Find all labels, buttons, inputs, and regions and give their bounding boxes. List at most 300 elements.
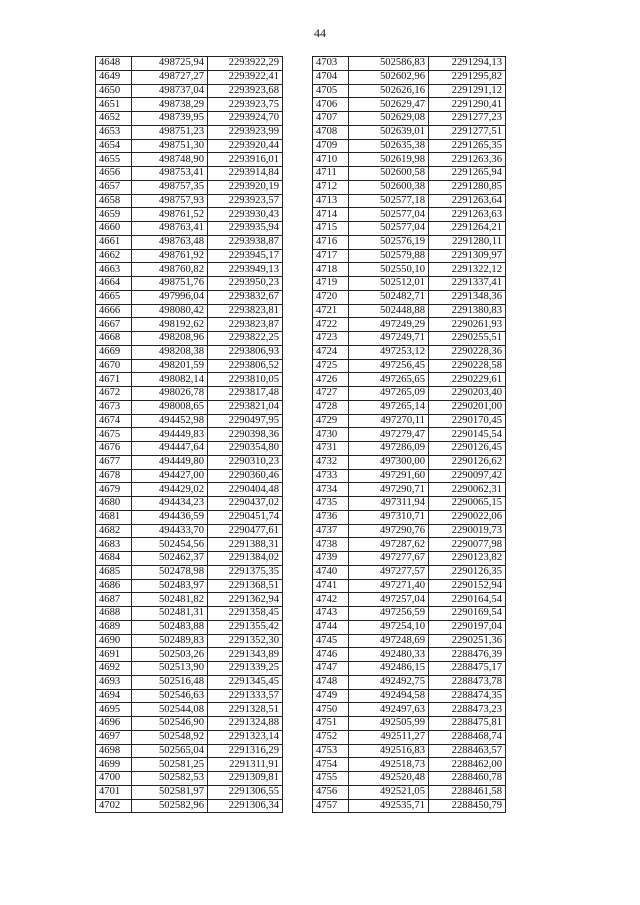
point-number-cell: 4714	[313, 208, 349, 222]
table-row	[313, 318, 506, 332]
table-row	[313, 290, 506, 304]
x-coordinate-cell: 502629,08	[349, 112, 429, 126]
table-row	[96, 318, 283, 332]
point-number-cell: 4727	[313, 387, 349, 401]
x-coordinate-cell: 492505,99	[349, 717, 429, 731]
table-row	[313, 194, 506, 208]
x-coordinate-cell: 502483,88	[132, 620, 208, 634]
point-number-cell: 4667	[96, 318, 132, 332]
y-coordinate-cell: 2293945,17	[208, 249, 283, 263]
table-row	[96, 112, 283, 126]
y-coordinate-cell: 2290228,58	[429, 359, 506, 373]
table-row	[96, 634, 283, 648]
table-row	[313, 139, 506, 153]
y-coordinate-cell: 2290065,15	[429, 497, 506, 511]
x-coordinate-cell: 494452,98	[132, 414, 208, 428]
y-coordinate-cell: 2293950,23	[208, 277, 283, 291]
table-row	[313, 345, 506, 359]
point-number-cell: 4720	[313, 290, 349, 304]
table-row	[313, 98, 506, 112]
point-number-cell: 4722	[313, 318, 349, 332]
point-number-cell: 4709	[313, 139, 349, 153]
y-coordinate-cell: 2291316,29	[208, 744, 283, 758]
table-row	[313, 359, 506, 373]
x-coordinate-cell: 497291,60	[349, 469, 429, 483]
table-row	[96, 222, 283, 236]
table-row	[313, 689, 506, 703]
x-coordinate-cell: 497286,09	[349, 442, 429, 456]
point-number-cell: 4751	[313, 717, 349, 731]
x-coordinate-cell: 502635,38	[349, 139, 429, 153]
table-row	[96, 730, 283, 744]
y-coordinate-cell: 2293923,68	[208, 84, 283, 98]
table-row	[313, 277, 506, 291]
x-coordinate-cell: 497253,12	[349, 345, 429, 359]
point-number-cell: 4721	[313, 304, 349, 318]
point-number-cell: 4679	[96, 483, 132, 497]
y-coordinate-cell: 2290126,45	[429, 442, 506, 456]
x-coordinate-cell: 492535,71	[349, 799, 429, 813]
point-number-cell: 4671	[96, 373, 132, 387]
x-coordinate-cell: 502503,26	[132, 648, 208, 662]
x-coordinate-cell: 502489,83	[132, 634, 208, 648]
y-coordinate-cell: 2293832,67	[208, 290, 283, 304]
table-row	[313, 675, 506, 689]
y-coordinate-cell: 2288460,78	[429, 772, 506, 786]
table-row	[96, 620, 283, 634]
point-number-cell: 4662	[96, 249, 132, 263]
table-row	[313, 112, 506, 126]
point-number-cell: 4749	[313, 689, 349, 703]
table-row	[96, 483, 283, 497]
x-coordinate-cell: 498727,27	[132, 70, 208, 84]
x-coordinate-cell: 502600,58	[349, 167, 429, 181]
table-row	[313, 552, 506, 566]
y-coordinate-cell: 2293821,04	[208, 400, 283, 414]
table-row	[313, 208, 506, 222]
coordinates-table-right	[312, 56, 506, 813]
y-coordinate-cell: 2291345,45	[208, 675, 283, 689]
table-row	[96, 717, 283, 731]
x-coordinate-cell: 498208,38	[132, 345, 208, 359]
y-coordinate-cell: 2291368,51	[208, 579, 283, 593]
table-row	[313, 469, 506, 483]
x-coordinate-cell: 498757,93	[132, 194, 208, 208]
y-coordinate-cell: 2290398,36	[208, 428, 283, 442]
point-number-cell: 4664	[96, 277, 132, 291]
x-coordinate-cell: 498763,41	[132, 222, 208, 236]
y-coordinate-cell: 2293822,25	[208, 332, 283, 346]
point-number-cell: 4648	[96, 57, 132, 71]
point-number-cell: 4705	[313, 84, 349, 98]
table-row	[313, 717, 506, 731]
y-coordinate-cell: 2288474,35	[429, 689, 506, 703]
point-number-cell: 4734	[313, 483, 349, 497]
point-number-cell: 4650	[96, 84, 132, 98]
table-row	[313, 758, 506, 772]
y-coordinate-cell: 2291355,42	[208, 620, 283, 634]
y-coordinate-cell: 2290145,54	[429, 428, 506, 442]
y-coordinate-cell: 2291311,91	[208, 758, 283, 772]
point-number-cell: 4725	[313, 359, 349, 373]
table-row	[96, 607, 283, 621]
table-row	[96, 139, 283, 153]
point-number-cell: 4678	[96, 469, 132, 483]
y-coordinate-cell: 2290437,02	[208, 497, 283, 511]
y-coordinate-cell: 2291295,82	[429, 70, 506, 84]
table-row	[313, 799, 506, 813]
y-coordinate-cell: 2290310,23	[208, 455, 283, 469]
point-number-cell: 4673	[96, 400, 132, 414]
table-row	[313, 373, 506, 387]
x-coordinate-cell: 498008,65	[132, 400, 208, 414]
x-coordinate-cell: 492486,15	[349, 662, 429, 676]
point-number-cell: 4715	[313, 222, 349, 236]
y-coordinate-cell: 2293935,94	[208, 222, 283, 236]
x-coordinate-cell: 497254,10	[349, 620, 429, 634]
point-number-cell: 4703	[313, 57, 349, 71]
point-number-cell: 4654	[96, 139, 132, 153]
table-row	[313, 607, 506, 621]
table-row	[313, 662, 506, 676]
y-coordinate-cell: 2291290,41	[429, 98, 506, 112]
table-row	[96, 235, 283, 249]
table-row	[313, 565, 506, 579]
point-number-cell: 4698	[96, 744, 132, 758]
x-coordinate-cell: 492480,33	[349, 648, 429, 662]
y-coordinate-cell: 2290251,36	[429, 634, 506, 648]
x-coordinate-cell: 502481,31	[132, 607, 208, 621]
point-number-cell: 4666	[96, 304, 132, 318]
table-row	[313, 730, 506, 744]
x-coordinate-cell: 497277,67	[349, 552, 429, 566]
y-coordinate-cell: 2293930,43	[208, 208, 283, 222]
point-number-cell: 4742	[313, 593, 349, 607]
table-row	[96, 98, 283, 112]
point-number-cell: 4712	[313, 180, 349, 194]
x-coordinate-cell: 502576,19	[349, 235, 429, 249]
x-coordinate-cell: 502619,98	[349, 153, 429, 167]
y-coordinate-cell: 2290077,98	[429, 538, 506, 552]
y-coordinate-cell: 2293920,19	[208, 180, 283, 194]
y-coordinate-cell: 2291277,23	[429, 112, 506, 126]
y-coordinate-cell: 2293817,48	[208, 387, 283, 401]
x-coordinate-cell: 494436,59	[132, 510, 208, 524]
table-row	[313, 400, 506, 414]
point-number-cell: 4738	[313, 538, 349, 552]
y-coordinate-cell: 2288476,39	[429, 648, 506, 662]
y-coordinate-cell: 2291263,63	[429, 208, 506, 222]
y-coordinate-cell: 2291323,14	[208, 730, 283, 744]
x-coordinate-cell: 498201,59	[132, 359, 208, 373]
y-coordinate-cell: 2288450,79	[429, 799, 506, 813]
y-coordinate-cell: 2291322,12	[429, 263, 506, 277]
point-number-cell: 4693	[96, 675, 132, 689]
x-coordinate-cell: 497279,47	[349, 428, 429, 442]
y-coordinate-cell: 2293810,05	[208, 373, 283, 387]
y-coordinate-cell: 2291375,35	[208, 565, 283, 579]
point-number-cell: 4754	[313, 758, 349, 772]
x-coordinate-cell: 502550,10	[349, 263, 429, 277]
y-coordinate-cell: 2290229,61	[429, 373, 506, 387]
point-number-cell: 4663	[96, 263, 132, 277]
point-number-cell: 4665	[96, 290, 132, 304]
x-coordinate-cell: 497290,71	[349, 483, 429, 497]
x-coordinate-cell: 497300,00	[349, 455, 429, 469]
table-body-left	[96, 57, 283, 813]
x-coordinate-cell: 502546,63	[132, 689, 208, 703]
table-row	[313, 703, 506, 717]
x-coordinate-cell: 497271,40	[349, 579, 429, 593]
x-coordinate-cell: 502577,18	[349, 194, 429, 208]
x-coordinate-cell: 497256,59	[349, 607, 429, 621]
y-coordinate-cell: 2290477,61	[208, 524, 283, 538]
table-row	[313, 455, 506, 469]
table-row	[96, 758, 283, 772]
point-number-cell: 4675	[96, 428, 132, 442]
x-coordinate-cell: 502602,96	[349, 70, 429, 84]
point-number-cell: 4746	[313, 648, 349, 662]
point-number-cell: 4700	[96, 772, 132, 786]
table-row	[96, 785, 283, 799]
point-number-cell: 4655	[96, 153, 132, 167]
table-row	[313, 744, 506, 758]
table-row	[96, 442, 283, 456]
y-coordinate-cell: 2291339,25	[208, 662, 283, 676]
x-coordinate-cell: 502626,16	[349, 84, 429, 98]
table-row	[96, 57, 283, 71]
point-number-cell: 4743	[313, 607, 349, 621]
x-coordinate-cell: 498739,95	[132, 112, 208, 126]
x-coordinate-cell: 502462,37	[132, 552, 208, 566]
x-coordinate-cell: 502548,92	[132, 730, 208, 744]
table-row	[313, 593, 506, 607]
y-coordinate-cell: 2291380,83	[429, 304, 506, 318]
x-coordinate-cell: 498192,62	[132, 318, 208, 332]
point-number-cell: 4694	[96, 689, 132, 703]
y-coordinate-cell: 2291358,45	[208, 607, 283, 621]
table-row	[313, 428, 506, 442]
y-coordinate-cell: 2290451,74	[208, 510, 283, 524]
y-coordinate-cell: 2290404,48	[208, 483, 283, 497]
table-row	[96, 579, 283, 593]
point-number-cell: 4710	[313, 153, 349, 167]
y-coordinate-cell: 2291333,57	[208, 689, 283, 703]
table-row	[313, 579, 506, 593]
x-coordinate-cell: 498751,76	[132, 277, 208, 291]
point-number-cell: 4652	[96, 112, 132, 126]
y-coordinate-cell: 2293924,70	[208, 112, 283, 126]
table-row	[96, 304, 283, 318]
y-coordinate-cell: 2291337,41	[429, 277, 506, 291]
table-row	[96, 428, 283, 442]
x-coordinate-cell: 498208,96	[132, 332, 208, 346]
x-coordinate-cell: 502544,08	[132, 703, 208, 717]
table-row	[96, 799, 283, 813]
y-coordinate-cell: 2290169,54	[429, 607, 506, 621]
x-coordinate-cell: 498082,14	[132, 373, 208, 387]
y-coordinate-cell: 2291306,34	[208, 799, 283, 813]
table-row	[96, 373, 283, 387]
point-number-cell: 4757	[313, 799, 349, 813]
x-coordinate-cell: 502586,83	[349, 57, 429, 71]
table-row	[313, 249, 506, 263]
y-coordinate-cell: 2290497,95	[208, 414, 283, 428]
y-coordinate-cell: 2293920,44	[208, 139, 283, 153]
table-row	[313, 414, 506, 428]
table-row	[313, 634, 506, 648]
x-coordinate-cell: 502516,48	[132, 675, 208, 689]
x-coordinate-cell: 502448,88	[349, 304, 429, 318]
y-coordinate-cell: 2291348,36	[429, 290, 506, 304]
x-coordinate-cell: 497248,69	[349, 634, 429, 648]
y-coordinate-cell: 2293916,01	[208, 153, 283, 167]
point-number-cell: 4730	[313, 428, 349, 442]
point-number-cell: 4691	[96, 648, 132, 662]
table-row	[313, 387, 506, 401]
point-number-cell: 4677	[96, 455, 132, 469]
x-coordinate-cell: 502577,04	[349, 208, 429, 222]
table-row	[96, 675, 283, 689]
y-coordinate-cell: 2293923,57	[208, 194, 283, 208]
x-coordinate-cell: 497310,71	[349, 510, 429, 524]
y-coordinate-cell: 2288461,58	[429, 785, 506, 799]
x-coordinate-cell: 498725,94	[132, 57, 208, 71]
table-row	[96, 332, 283, 346]
point-number-cell: 4651	[96, 98, 132, 112]
y-coordinate-cell: 2291263,64	[429, 194, 506, 208]
x-coordinate-cell: 494427,00	[132, 469, 208, 483]
x-coordinate-cell: 498026,78	[132, 387, 208, 401]
x-coordinate-cell: 494447,64	[132, 442, 208, 456]
table-row	[96, 455, 283, 469]
x-coordinate-cell: 492516,83	[349, 744, 429, 758]
table-row	[96, 703, 283, 717]
y-coordinate-cell: 2293923,99	[208, 125, 283, 139]
y-coordinate-cell: 2293823,87	[208, 318, 283, 332]
point-number-cell: 4692	[96, 662, 132, 676]
y-coordinate-cell: 2290019,73	[429, 524, 506, 538]
x-coordinate-cell: 497256,45	[349, 359, 429, 373]
y-coordinate-cell: 2290354,80	[208, 442, 283, 456]
table-row	[96, 400, 283, 414]
y-coordinate-cell: 2291265,94	[429, 167, 506, 181]
y-coordinate-cell: 2293949,13	[208, 263, 283, 277]
x-coordinate-cell: 502582,96	[132, 799, 208, 813]
y-coordinate-cell: 2290360,46	[208, 469, 283, 483]
point-number-cell: 4656	[96, 167, 132, 181]
table-row	[96, 524, 283, 538]
x-coordinate-cell: 498761,52	[132, 208, 208, 222]
x-coordinate-cell: 492520,48	[349, 772, 429, 786]
point-number-cell: 4735	[313, 497, 349, 511]
y-coordinate-cell: 2293806,52	[208, 359, 283, 373]
table-row	[96, 662, 283, 676]
table-row	[96, 469, 283, 483]
point-number-cell: 4684	[96, 552, 132, 566]
point-number-cell: 4739	[313, 552, 349, 566]
x-coordinate-cell: 502600,38	[349, 180, 429, 194]
x-coordinate-cell: 502579,88	[349, 249, 429, 263]
point-number-cell: 4688	[96, 607, 132, 621]
y-coordinate-cell: 2288473,78	[429, 675, 506, 689]
y-coordinate-cell: 2293922,29	[208, 57, 283, 71]
table-row	[313, 180, 506, 194]
point-number-cell: 4733	[313, 469, 349, 483]
y-coordinate-cell: 2291362,94	[208, 593, 283, 607]
y-coordinate-cell: 2288475,17	[429, 662, 506, 676]
point-number-cell: 4726	[313, 373, 349, 387]
y-coordinate-cell: 2288475,81	[429, 717, 506, 731]
table-row	[313, 620, 506, 634]
x-coordinate-cell: 502629,47	[349, 98, 429, 112]
x-coordinate-cell: 502546,90	[132, 717, 208, 731]
table-row	[313, 772, 506, 786]
point-number-cell: 4702	[96, 799, 132, 813]
y-coordinate-cell: 2291264,21	[429, 222, 506, 236]
point-number-cell: 4653	[96, 125, 132, 139]
y-coordinate-cell: 2293806,93	[208, 345, 283, 359]
x-coordinate-cell: 498753,41	[132, 167, 208, 181]
point-number-cell: 4669	[96, 345, 132, 359]
x-coordinate-cell: 497265,09	[349, 387, 429, 401]
point-number-cell: 4713	[313, 194, 349, 208]
x-coordinate-cell: 502512,01	[349, 277, 429, 291]
table-body-right	[313, 57, 506, 813]
y-coordinate-cell: 2290062,31	[429, 483, 506, 497]
y-coordinate-cell: 2290126,62	[429, 455, 506, 469]
point-number-cell: 4718	[313, 263, 349, 277]
point-number-cell: 4717	[313, 249, 349, 263]
y-coordinate-cell: 2291309,97	[429, 249, 506, 263]
x-coordinate-cell: 494429,02	[132, 483, 208, 497]
y-coordinate-cell: 2291309,81	[208, 772, 283, 786]
point-number-cell: 4708	[313, 125, 349, 139]
y-coordinate-cell: 2293914,84	[208, 167, 283, 181]
table-row	[96, 414, 283, 428]
y-coordinate-cell: 2290152,94	[429, 579, 506, 593]
x-coordinate-cell: 497277,57	[349, 565, 429, 579]
x-coordinate-cell: 498751,23	[132, 125, 208, 139]
x-coordinate-cell: 497249,71	[349, 332, 429, 346]
point-number-cell: 4680	[96, 497, 132, 511]
point-number-cell: 4728	[313, 400, 349, 414]
y-coordinate-cell: 2290255,51	[429, 332, 506, 346]
table-row	[96, 249, 283, 263]
coordinates-table-left	[95, 56, 283, 813]
point-number-cell: 4683	[96, 538, 132, 552]
point-number-cell: 4707	[313, 112, 349, 126]
x-coordinate-cell: 492518,73	[349, 758, 429, 772]
point-number-cell: 4744	[313, 620, 349, 634]
x-coordinate-cell: 502481,82	[132, 593, 208, 607]
y-coordinate-cell: 2291280,11	[429, 235, 506, 249]
point-number-cell: 4674	[96, 414, 132, 428]
table-row	[96, 387, 283, 401]
point-number-cell: 4657	[96, 180, 132, 194]
y-coordinate-cell: 2291343,89	[208, 648, 283, 662]
table-row	[313, 125, 506, 139]
x-coordinate-cell: 497249,29	[349, 318, 429, 332]
table-row	[96, 648, 283, 662]
x-coordinate-cell: 502513,90	[132, 662, 208, 676]
point-number-cell: 4699	[96, 758, 132, 772]
y-coordinate-cell: 2291277,51	[429, 125, 506, 139]
x-coordinate-cell: 494449,80	[132, 455, 208, 469]
x-coordinate-cell: 498748,90	[132, 153, 208, 167]
point-number-cell: 4672	[96, 387, 132, 401]
point-number-cell: 4649	[96, 70, 132, 84]
